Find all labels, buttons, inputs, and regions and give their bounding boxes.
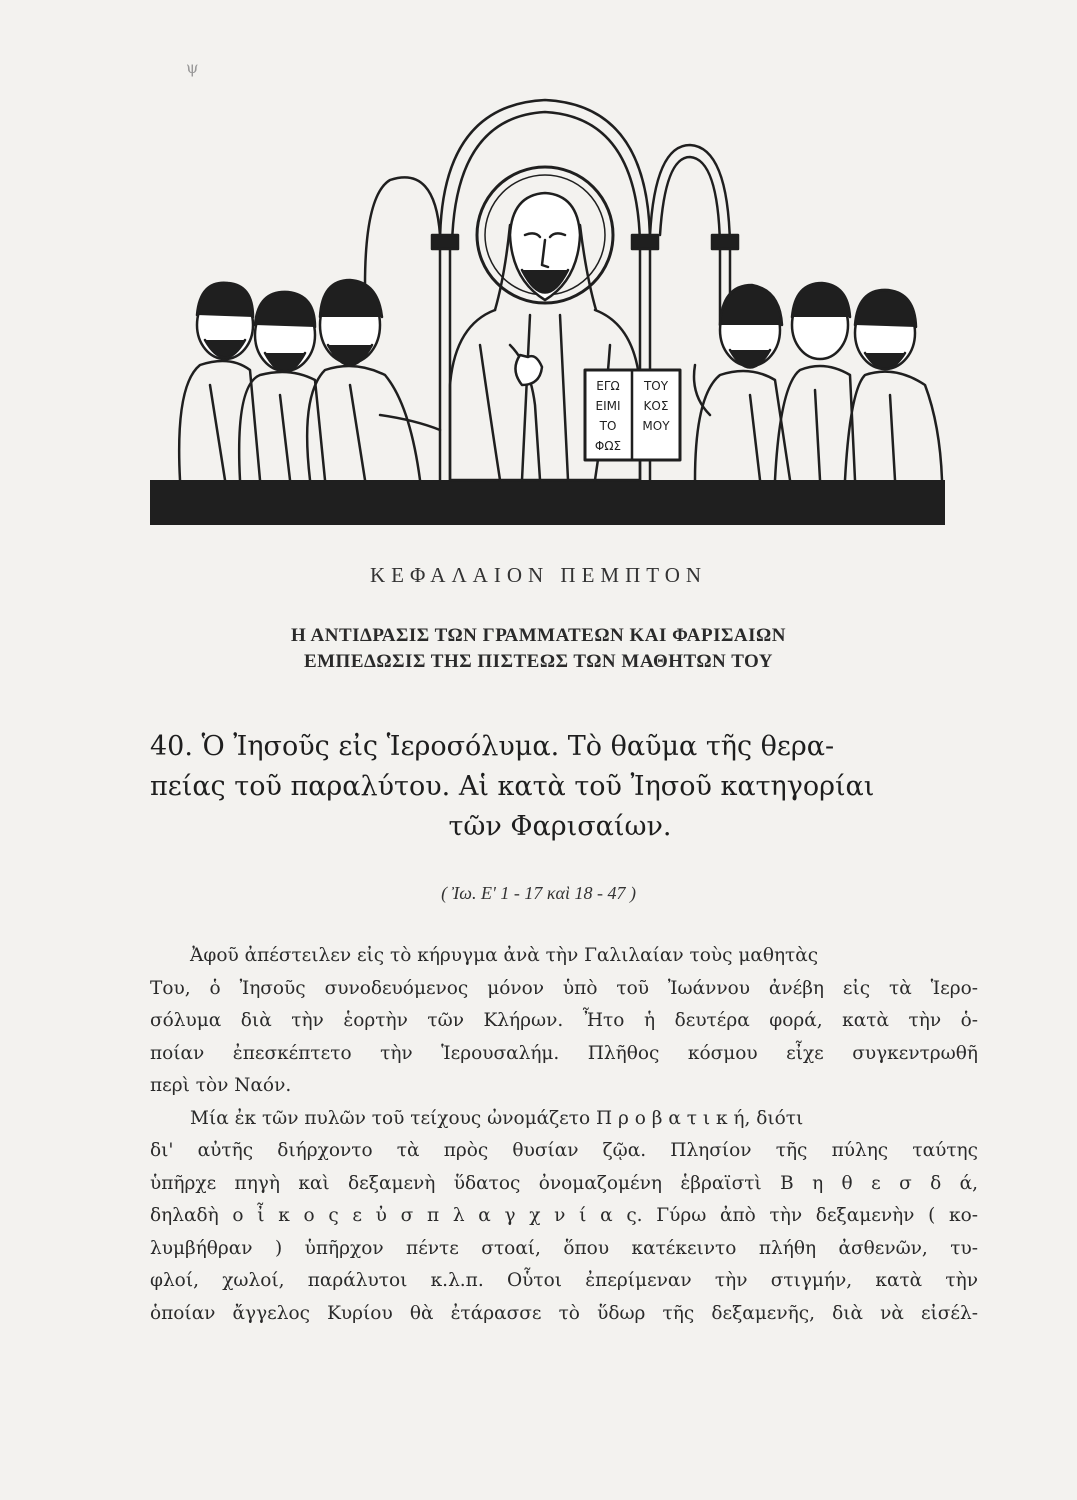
book-text-left-3: ΤΟ bbox=[599, 419, 617, 433]
scripture-reference: ( Ἰω. Ε' 1 - 17 καὶ 18 - 47 ) bbox=[441, 883, 636, 903]
book-text-left-2: ΕΙΜΙ bbox=[595, 399, 621, 413]
body-line: σόλυμα διὰ τὴν ἑορτὴν τῶν Κλήρων. Ἦτο ἡ δευτέρα φορά, κατὰ τὴν ὁ- bbox=[150, 1010, 978, 1031]
book-text-right-1: ΤΟΥ bbox=[643, 379, 669, 393]
chapter-label: ΚΕΦΑΛΑΙΟΝ ΠΕΜΠΤΟΝ bbox=[369, 563, 708, 587]
body-line: περὶ τὸν Ναόν. bbox=[150, 1075, 292, 1096]
section-heading-line-1: 40. Ὁ Ἰησοῦς εἰς Ἱεροσόλυμα. Τὸ θαῦμα τῆς θερα- bbox=[150, 731, 835, 762]
book-text-right-2: ΚΟΣ bbox=[643, 399, 669, 413]
section-heading bbox=[150, 727, 970, 847]
icon-illustration bbox=[150, 85, 945, 530]
body-line: δηλαδὴ ο ἶ κ ο ς ε ὐ σ π λ α γ χ ν ί α ς. Γύρω ἀπὸ τὴν δεξαμενὴν ( κο- bbox=[150, 1205, 978, 1226]
section-heading-line-3: τῶν Φαρισαίων. bbox=[448, 811, 672, 842]
book-text-left-4: ΦΩΣ bbox=[594, 439, 622, 453]
body-line: δι' αὐτῆς διήρχοντο τὰ πρὸς θυσίαν ζῷα. Πλησίον τῆς πύλης ταύτης bbox=[150, 1140, 978, 1161]
body-line: ὑπῆρχε πηγὴ καὶ δεξαμενὴ ὕδατος ὀνομαζομένη ἑβραϊστὶ Β η θ ε σ δ ά, bbox=[150, 1172, 978, 1194]
subtitle-line-1: Η ΑΝΤΙΔΡΑΣΙΣ ΤΩΝ ΓΡΑΜΜΑΤΕΩΝ ΚΑΙ ΦΑΡΙΣΑΙΩΝ bbox=[291, 625, 786, 646]
body-line: Του, ὁ Ἰησοῦς συνοδευόμενος μόνον ὑπὸ τοῦ Ἰωάννου ἀνέβη εἰς τὰ Ἱερο- bbox=[150, 977, 978, 999]
body-line: ὁποίαν ἄγγελος Κυρίου θὰ ἐτάρασσε τὸ ὕδωρ τῆς δεξαμενῆς, διὰ νὰ εἰσέλ- bbox=[150, 1302, 978, 1324]
section-heading-line-2: πείας τοῦ παραλύτου. Αἱ κατὰ τοῦ Ἰησοῦ κατηγορίαι bbox=[150, 771, 875, 802]
book-text-left-1: ΕΓΩ bbox=[596, 379, 620, 393]
body-line: φλοί, χωλοί, παράλυτοι κ.λ.π. Οὗτοι ἐπερίμεναν τὴν στιγμήν, κατὰ τὴν bbox=[150, 1270, 978, 1291]
body-line: ποίαν ἐπεσκέπτετο τὴν Ἱερουσαλήμ. Πλῆθος κόσμου εἶχε συγκεντρωθῆ bbox=[150, 1042, 978, 1064]
body-line: Ἀφοῦ ἀπέστειλεν εἰς τὸ κήρυγμα ἀνὰ τὴν Γαλιλαίαν τοὺς μαθητὰς bbox=[190, 945, 819, 966]
book-text-right-3: ΜΟΥ bbox=[642, 419, 670, 433]
page-mark: ψ bbox=[186, 58, 199, 77]
body-text bbox=[150, 940, 978, 1330]
body-line: Μία ἐκ τῶν πυλῶν τοῦ τείχους ὠνομάζετο Π ρ ο β α τ ι κ ή, διότι bbox=[190, 1107, 804, 1129]
body-line: λυμβήθραν ) ὑπῆρχον πέντε στοαί, ὅπου κατέκειντο πλήθη ἀσθενῶν, τυ- bbox=[150, 1237, 978, 1259]
subtitle-line-2: ΕΜΠΕΔΩΣΙΣ ΤΗΣ ΠΙΣΤΕΩΣ ΤΩΝ ΜΑΘΗΤΩΝ ΤΟΥ bbox=[303, 651, 774, 672]
